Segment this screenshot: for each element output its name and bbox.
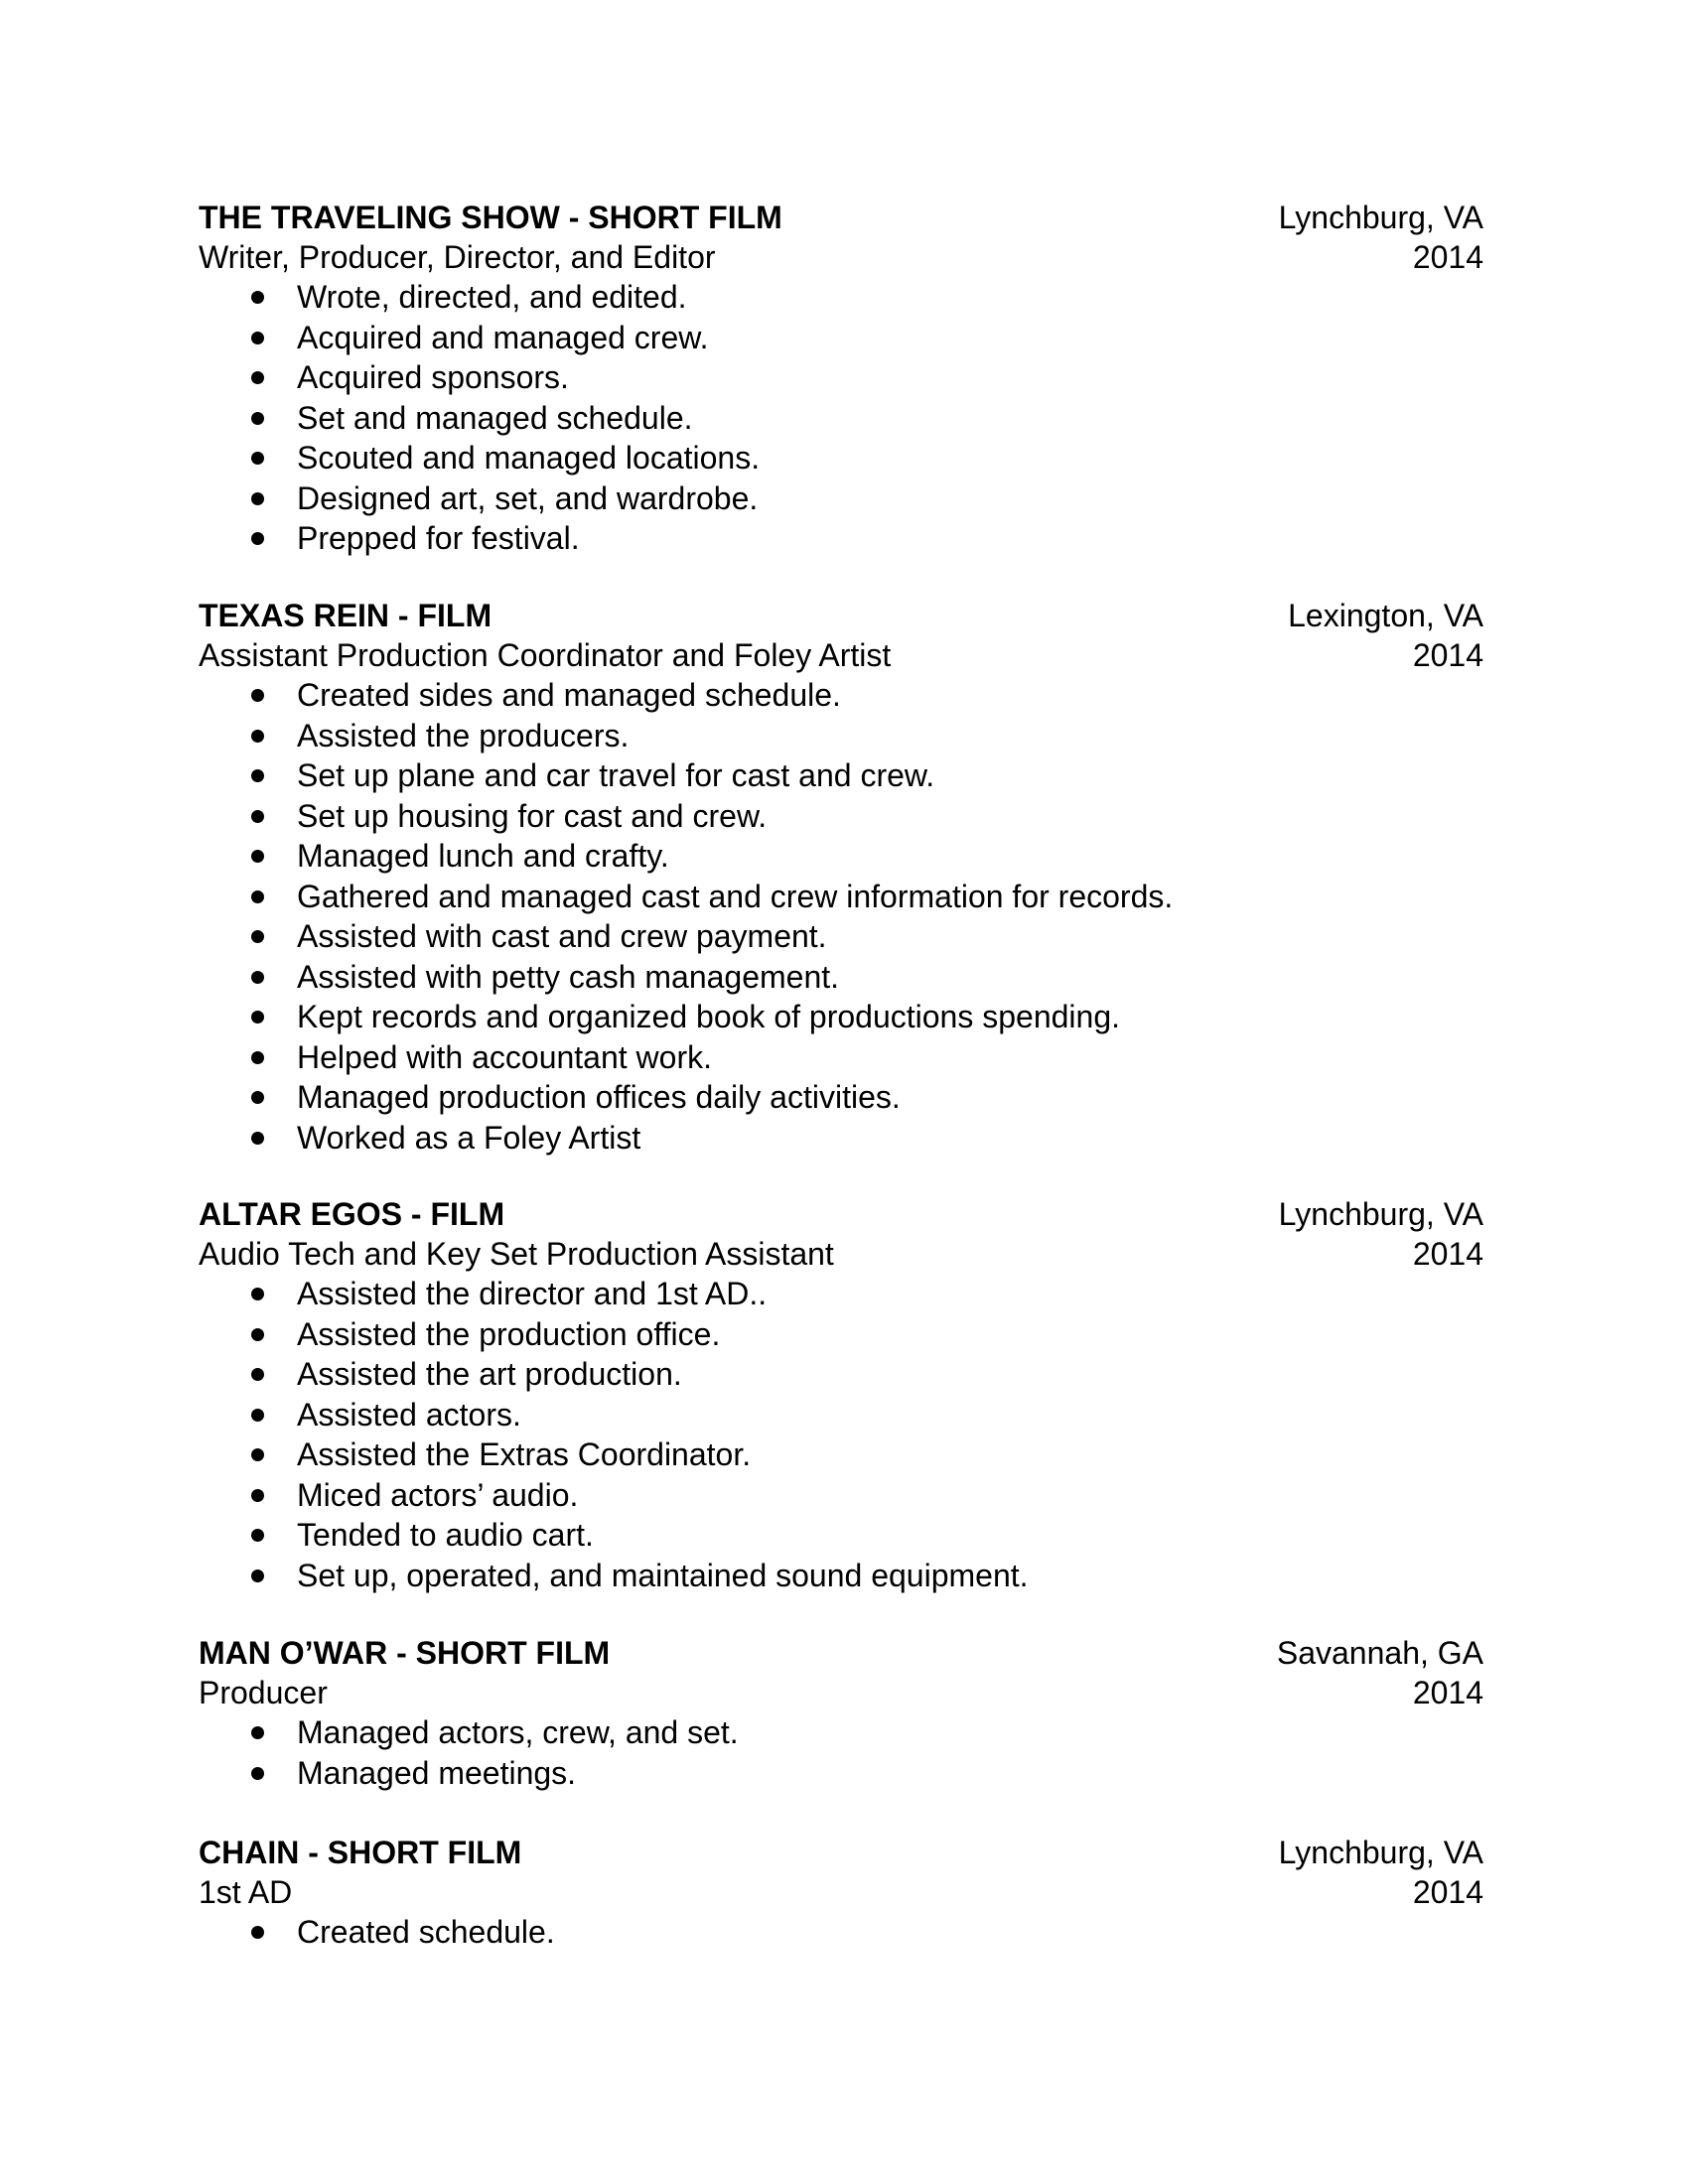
bullet-icon <box>251 532 264 545</box>
bullet-item <box>199 1274 1489 1314</box>
entry-year: 2014 <box>1412 1874 1483 1910</box>
bullet-text: Set and managed schedule. <box>297 399 693 436</box>
bullet-item <box>199 1475 1489 1516</box>
bullet-item <box>199 1037 1489 1078</box>
entry-subheader <box>199 237 1489 277</box>
bullet-list <box>199 1712 1489 1793</box>
entry-subheader <box>199 635 1489 675</box>
entry-location: Savannah, GA <box>1276 1635 1483 1671</box>
experience-entry <box>199 1633 1489 1793</box>
bullet-icon <box>251 1726 264 1739</box>
bullet-text: Acquired sponsors. <box>297 359 569 395</box>
bullet-text: Assisted the art production. <box>297 1356 682 1392</box>
entry-year: 2014 <box>1412 637 1483 673</box>
bullet-icon <box>251 1570 264 1582</box>
entry-role: Writer, Producer, Director, and Editor <box>199 239 716 275</box>
bullet-text: Tended to audio cart. <box>297 1517 594 1553</box>
bullet-text: Designed art, set, and wardrobe. <box>297 479 759 516</box>
entry-title: CHAIN - SHORT FILM <box>199 1835 522 1870</box>
bullet-icon <box>251 1926 264 1939</box>
bullet-icon <box>251 1489 264 1502</box>
experience-entry <box>199 198 1489 559</box>
bullet-icon <box>251 1288 264 1300</box>
bullet-icon <box>251 971 264 984</box>
bullet-item <box>199 478 1489 519</box>
bullet-icon <box>251 730 264 743</box>
bullet-item <box>199 398 1489 439</box>
bullet-text: Created schedule. <box>297 1914 555 1950</box>
experience-entry <box>199 1194 1489 1595</box>
bullet-item <box>199 877 1489 917</box>
bullet-item <box>199 1077 1489 1118</box>
bullet-icon <box>251 850 264 863</box>
bullet-text: Created sides and managed schedule. <box>297 677 841 713</box>
bullet-icon <box>251 689 264 702</box>
bullet-icon <box>251 1091 264 1104</box>
bullet-icon <box>251 1051 264 1064</box>
entry-location: Lynchburg, VA <box>1278 1835 1483 1870</box>
bullet-item <box>199 957 1489 998</box>
bullet-item <box>199 1118 1489 1159</box>
bullet-text: Assisted with cast and crew payment. <box>297 918 827 954</box>
bullet-text: Assisted actors. <box>297 1396 521 1433</box>
bullet-list <box>199 1912 1489 1953</box>
bullet-icon <box>251 371 264 384</box>
entry-role: 1st AD <box>199 1874 293 1910</box>
bullet-text: Prepped for festival. <box>297 520 580 556</box>
entry-title: THE TRAVELING SHOW - SHORT FILM <box>199 200 782 235</box>
bullet-item <box>199 518 1489 559</box>
bullet-item <box>199 1395 1489 1435</box>
entry-title: ALTAR EGOS - FILM <box>199 1196 505 1232</box>
entry-header <box>199 198 1489 237</box>
bullet-item <box>199 438 1489 478</box>
bullet-icon <box>251 1011 264 1024</box>
bullet-text: Gathered and managed cast and crew information for records. <box>297 878 1174 914</box>
bullet-list <box>199 277 1489 559</box>
entry-location: Lynchburg, VA <box>1278 200 1483 235</box>
bullet-item <box>199 1354 1489 1395</box>
entry-subheader <box>199 1872 1489 1912</box>
bullet-icon <box>251 1132 264 1145</box>
bullet-text: Managed production offices daily activities. <box>297 1079 901 1115</box>
bullet-icon <box>251 1767 264 1780</box>
entry-subheader <box>199 1673 1489 1712</box>
bullet-text: Assisted the production office. <box>297 1315 721 1352</box>
entry-location: Lynchburg, VA <box>1278 1196 1483 1232</box>
bullet-item <box>199 1556 1489 1596</box>
bullet-icon <box>251 452 264 465</box>
bullet-text: Scouted and managed locations. <box>297 440 761 476</box>
bullet-item <box>199 916 1489 957</box>
entry-header <box>199 596 1489 635</box>
bullet-item <box>199 1434 1489 1475</box>
bullet-item <box>199 318 1489 358</box>
bullet-item <box>199 1712 1489 1753</box>
entry-location: Lexington, VA <box>1288 598 1483 633</box>
bullet-text: Managed meetings. <box>297 1754 577 1791</box>
bullet-item <box>199 1753 1489 1794</box>
entry-role: Producer <box>199 1675 328 1710</box>
bullet-text: Set up, operated, and maintained sound equipment. <box>297 1557 1029 1593</box>
bullet-text: Assisted the producers. <box>297 717 630 753</box>
bullet-item <box>199 716 1489 756</box>
bullet-item <box>199 357 1489 398</box>
entry-title: TEXAS REIN - FILM <box>199 598 492 633</box>
entry-header <box>199 1633 1489 1673</box>
bullet-text: Assisted with petty cash management. <box>297 958 840 995</box>
entry-year: 2014 <box>1412 1675 1483 1710</box>
bullet-text: Acquired and managed crew. <box>297 319 709 355</box>
bullet-item <box>199 755 1489 796</box>
bullet-text: Assisted the director and 1st AD.. <box>297 1276 768 1311</box>
bullet-icon <box>251 890 264 903</box>
bullet-text: Set up housing for cast and crew. <box>297 797 768 834</box>
bullet-item <box>199 796 1489 837</box>
bullet-item <box>199 1515 1489 1556</box>
entry-header <box>199 1194 1489 1234</box>
experience-entry <box>199 596 1489 1158</box>
bullet-text: Helped with accountant work. <box>297 1038 712 1075</box>
bullet-icon <box>251 930 264 943</box>
bullet-item <box>199 836 1489 877</box>
bullet-icon <box>251 412 264 425</box>
bullet-list <box>199 675 1489 1158</box>
bullet-list <box>199 1274 1489 1595</box>
bullet-icon <box>251 291 264 304</box>
bullet-item <box>199 1314 1489 1355</box>
bullet-icon <box>251 810 264 823</box>
bullet-text: Managed lunch and crafty. <box>297 838 669 874</box>
bullet-icon <box>251 1529 264 1542</box>
bullet-text: Assisted the Extras Coordinator. <box>297 1436 752 1472</box>
entry-role: Audio Tech and Key Set Production Assistant <box>199 1236 834 1272</box>
bullet-icon <box>251 332 264 344</box>
entry-title: MAN O’WAR - SHORT FILM <box>199 1635 611 1671</box>
experience-entry <box>199 1833 1489 1953</box>
bullet-text: Miced actors’ audio. <box>297 1476 579 1513</box>
bullet-icon <box>251 1409 264 1422</box>
bullet-item <box>199 1912 1489 1953</box>
bullet-icon <box>251 1328 264 1341</box>
entry-year: 2014 <box>1412 1236 1483 1272</box>
bullet-icon <box>251 492 264 505</box>
entry-subheader <box>199 1234 1489 1274</box>
bullet-icon <box>251 1448 264 1461</box>
bullet-text: Set up plane and car travel for cast and crew. <box>297 757 935 793</box>
bullet-icon <box>251 1368 264 1381</box>
entry-role: Assistant Production Coordinator and Foley Artist <box>199 637 892 673</box>
bullet-text: Wrote, directed, and edited. <box>297 279 687 315</box>
bullet-text: Managed actors, crew, and set. <box>297 1714 739 1750</box>
entry-header <box>199 1833 1489 1872</box>
bullet-text: Worked as a Foley Artist <box>297 1119 641 1156</box>
bullet-item <box>199 675 1489 716</box>
bullet-text: Kept records and organized book of productions spending. <box>297 999 1120 1034</box>
bullet-icon <box>251 769 264 782</box>
entry-year: 2014 <box>1412 239 1483 275</box>
bullet-item <box>199 997 1489 1037</box>
bullet-item <box>199 277 1489 318</box>
